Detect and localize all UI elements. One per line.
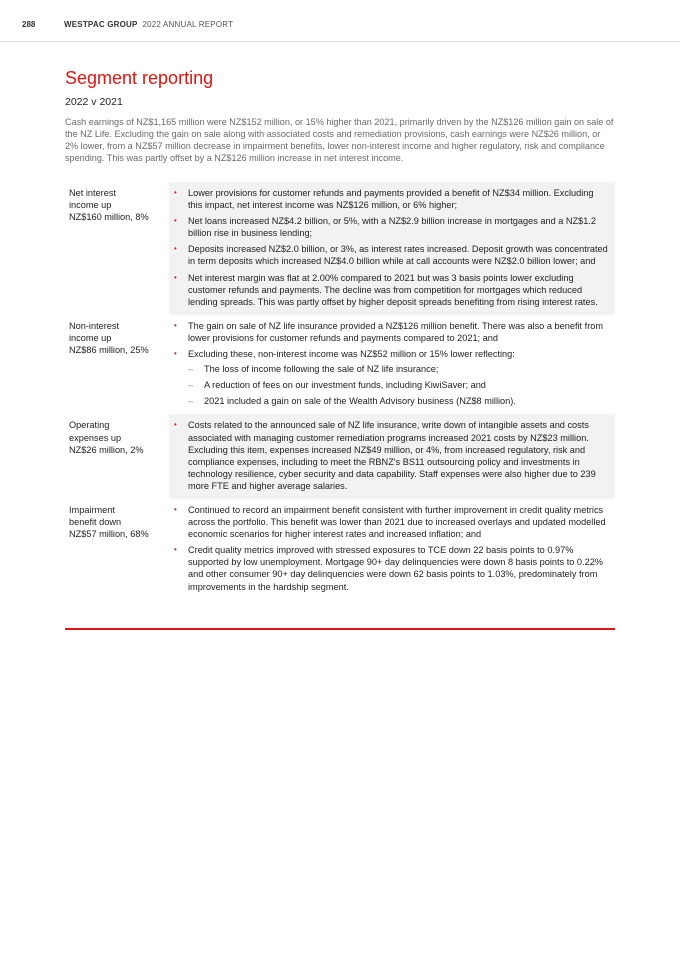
bullet-item [169, 348, 609, 407]
bullet-item: • Net interest margin was flat at 2.00% compared to 2021 but was 3 basis points lower excluding customer refunds and payments. The decline was from competition for mortgages which reduced lending spreads. This was partly offset by higher deposit spreads benefiting from rising interest rates. [169, 272, 609, 308]
bullet-item: • Deposits increased NZ$2.0 billion, or 3%, as interest rates increased. Deposit growth was concentrated in term deposits which increased NZ$4.0 billion while at call accounts were NZ$2.0 billion lower; and [169, 243, 609, 267]
company-name: WESTPAC GROUP [64, 20, 138, 29]
sub-bullet-item: – 2021 included a gain on sale of the Wealth Advisory business (NZ$8 million). [188, 395, 609, 407]
table-row [65, 414, 615, 499]
row-label-line: income up [69, 200, 112, 211]
page-title: Segment reporting [65, 68, 214, 88]
segment-table [65, 182, 615, 600]
row-label-line: NZ$160 million, 8% [69, 212, 149, 223]
row-label-line: income up [69, 332, 112, 343]
table-row [65, 499, 615, 600]
row-label-line: Operating [69, 420, 110, 431]
table-row [65, 182, 615, 315]
bullet-item: • Credit quality metrics improved with stressed exposures to TCE down 22 basis points to 0.97% supported by low unemployment. Mortgage 90+ day delinquencies were down 8 basis points to 0.22% and other consumer 90+ day delinquencies were down 62 basis points to 1.03%, predominately from improvements in the hardship segment. [169, 544, 609, 592]
row-label-line: benefit down [69, 517, 122, 528]
row-label-line: NZ$86 million, 25% [69, 345, 149, 356]
bullet-text: Excluding these, non-interest income was NZ$52 million or 15% lower reflecting: [188, 349, 515, 360]
bullet-item: • Continued to record an impairment benefit consistent with further improvement in credit quality metrics across the portfolio. This benefit was lower than 2021 due to increased overlays and updated modelled economic scenarios for higher interest rates and increased inflation; and [169, 504, 609, 540]
row-content [169, 414, 615, 499]
row-label [65, 315, 169, 415]
row-label-line: Impairment [69, 504, 115, 515]
bullet-item: • Net loans increased NZ$4.2 billion, or 5%, with a NZ$2.9 billion increase in mortgages and a NZ$1.2 billion rise in business lending; [169, 215, 609, 239]
section-subtitle: 2022 v 2021 [65, 96, 123, 108]
sub-bullet-item: – A reduction of fees on our investment funds, including KiwiSaver; and [188, 379, 609, 391]
table-bottom-rule [65, 628, 615, 630]
bullet-item: • The gain on sale of NZ life insurance provided a NZ$126 million benefit. There was also a benefit from lower provisions for customer refunds and payments compared to 2021; and [169, 320, 609, 344]
page-header [0, 0, 680, 42]
row-content [169, 315, 615, 415]
bullet-item: • Lower provisions for customer refunds and payments provided a benefit of NZ$34 million. Excluding this impact, net interest income was NZ$126 million, or 6% higher; [169, 187, 609, 211]
sub-bullet-item: – The loss of income following the sale of NZ life insurance; [188, 363, 609, 375]
report-name: 2022 ANNUAL REPORT [142, 20, 234, 29]
running-header [64, 20, 233, 29]
row-label-line: Net interest [69, 188, 116, 198]
row-label [65, 499, 169, 600]
row-content [169, 499, 615, 600]
row-label [65, 182, 169, 315]
intro-paragraph: Cash earnings of NZ$1,165 million were NZ$152 million, or 15% higher than 2021, primarily driven by the NZ$126 million gain on sale of the NZ Life. Excluding the gain on sale along with associated costs and remediation provisions, cash earnings were NZ$26 million, or 2% lower, from a NZ$57 million decrease in impairment benefits, lower non-interest income and higher regulatory, risk and compliance spending. This was partly offset by a NZ$126 million increase in net interest income. [65, 117, 614, 164]
table-row [65, 315, 615, 415]
row-label-line: Non-interest [69, 320, 120, 331]
row-label-line: NZ$57 million, 68% [69, 529, 149, 540]
page-number: 288 [22, 20, 36, 29]
row-content [169, 182, 615, 315]
bullet-item: • Costs related to the announced sale of NZ life insurance, write down of intangible assets and costs associated with managing customer remediation programs increased 2021 costs by NZ$23 million. Excluding this item, expenses increased NZ$49 million, or 4%, from increased regulatory, risk and compliance expenses, including to meet the RBNZ's BS11 outsourcing policy and investments in technology resilience, cyber security and data capability. Staff expenses were also higher due to 239 more FTE and higher average salaries. [169, 419, 609, 492]
row-label-line: NZ$26 million, 2% [69, 444, 144, 455]
row-label [65, 414, 169, 499]
row-label-line: expenses up [69, 432, 122, 443]
